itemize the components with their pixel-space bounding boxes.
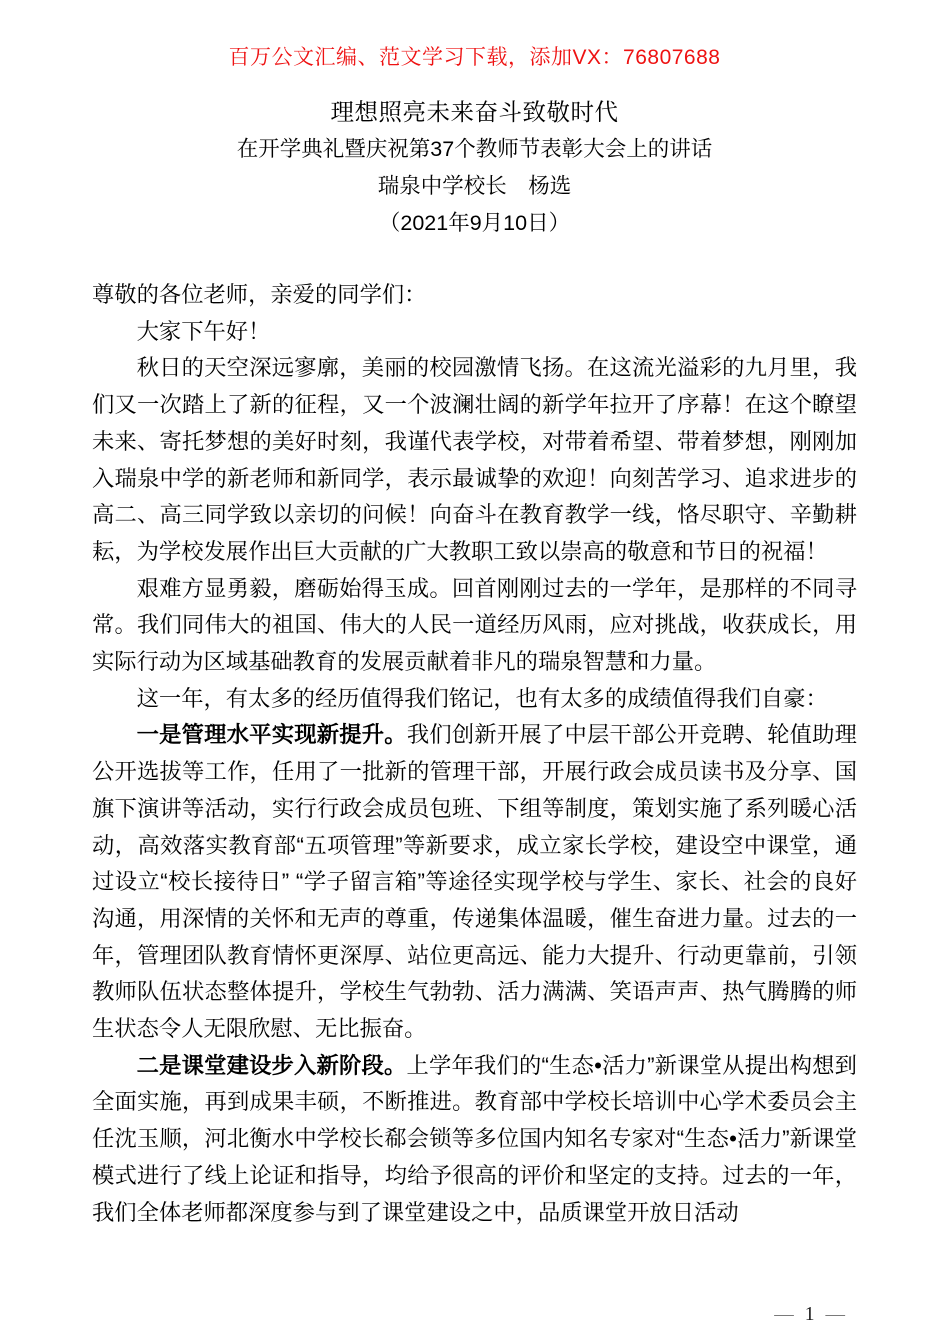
paragraph-bold-lead: 二是课堂建设步入新阶段。 (136, 1052, 407, 1078)
document-body (92, 277, 857, 1231)
paragraph-bold-lead: 一是管理水平实现新提升。 (136, 722, 407, 748)
paragraph: 二是课堂建设步入新阶段。上学年我们的“生态•活力”新课堂从提出构想到全面实施，再到成果丰硕，不断推进。教育部中学校长培训中心学术委员会主任沈玉顺，河北衡水中学校长郗会锁等多位国内知名专家对“生态•活力”新课堂模式进行了线上论证和指导，均给予很高的评价和坚定的支持。过去的一年，我们全体老师都深度参与到了课堂建设之中，品质课堂开放日活动 (92, 1052, 857, 1225)
paragraph: 大家下午好！ (136, 318, 271, 344)
paragraph: 艰难方显勇毅，磨砺始得玉成。回首刚刚过去的一学年，是那样的不同寻常。我们同伟大的祖国、伟大的人民一道经历风雨，应对挑战，收获成长，用实际行动为区域基础教育的发展贡献着非凡的瑞泉智慧和力量。 (92, 575, 857, 675)
paragraph: 秋日的天空深远寥廓，美丽的校园激情飞扬。在这流光溢彩的九月里，我们又一次踏上了新的征程，又一个波澜壮阔的新学年拉开了序幕！在这个瞭望未来、寄托梦想的美好时刻，我谨代表学校，对带着希望、带着梦想，刚刚加入瑞泉中学的新老师和新同学，表示最诚挚的欢迎！向刻苦学习、追求进步的高二、高三同学致以亲切的问候！向奋斗在教育教学一线，恪尽职守、辛勤耕耘，为学校发展作出巨大贡献的广大教职工致以崇高的敬意和节日的祝福！ (92, 355, 857, 564)
document-title: 理想照亮未来奋斗致敬时代 (330, 99, 619, 125)
paragraph: 一是管理水平实现新提升。我们创新开展了中层干部公开竞聘、轮值助理公开选拔等工作，任用了一批新的管理干部，开展行政会成员读书及分享、国旗下演讲等活动，实行行政会成员包班、下组等制度，策划实施了系列暖心活动，高效落实教育部“五项管理”等新要求，成立家长学校，建设空中课堂，通过设立“校长接待日” “学子留言箱”等途径实现学校与学生、家长、社会的良好沟通，用深情的关怀和无声的尊重，传递集体温暖，催生奋进力量。过去的一年，管理团队教育情怀更深厚、站位更高远、能力大提升、行动更靠前，引领教师队伍状态整体提升，学校生气勃勃、活力满满、笑语声声、热气腾腾的师生状态令人无限欣慰、无比振奋。 (92, 722, 857, 1042)
document-subtitle: 在开学典礼暨庆祝第37个教师节表彰大会上的讲话 (236, 137, 713, 161)
footer-dash-left: — (774, 1304, 794, 1325)
document-author: 瑞泉中学校长 杨选 (377, 174, 572, 198)
paragraph: 尊敬的各位老师，亲爱的同学们： (92, 282, 427, 307)
paragraph: 这一年，有太多的经历值得我们铭记，也有太多的成绩值得我们自豪： (136, 685, 828, 711)
title-block (92, 94, 857, 242)
page-number: 1 (804, 1304, 815, 1325)
page-footer (774, 1304, 845, 1326)
document-date: （2021年9月10日） (378, 211, 571, 235)
watermark-banner: 百万公文汇编、范文学习下载，添加VX：76807688 (228, 46, 721, 69)
footer-dash-right: — (825, 1304, 845, 1325)
